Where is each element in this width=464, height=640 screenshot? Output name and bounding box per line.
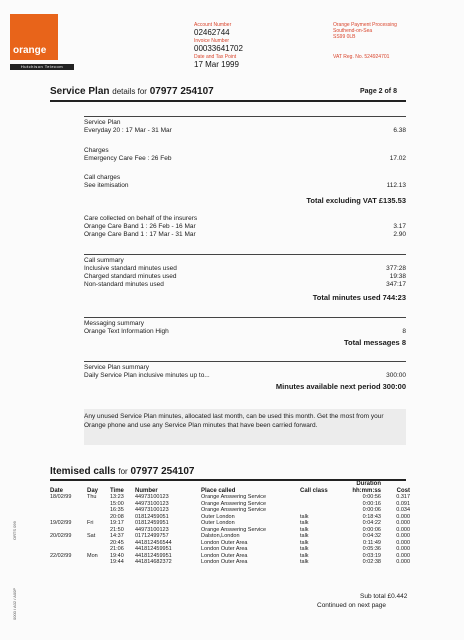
call-number: 44973100123 <box>135 500 169 507</box>
col-class: Call class <box>300 487 328 494</box>
care-item <box>84 231 406 239</box>
call-summary-item <box>84 281 406 289</box>
call-duration: 0:04:32 <box>362 533 381 539</box>
title-rule <box>50 100 406 102</box>
call-place: London Outer Area <box>201 559 248 565</box>
col-time: Time <box>110 487 124 494</box>
care-heading: Care collected on behalf of the insurers <box>84 215 198 222</box>
phone-number: 07977 254107 <box>149 86 214 97</box>
call-class: talk <box>300 539 309 546</box>
itemised-title-text: Itemised calls <box>50 466 116 477</box>
table-header-row <box>50 481 413 494</box>
orange-logo <box>10 14 58 60</box>
messaging-item-amount: 8 <box>402 328 406 335</box>
call-time: 15:00 <box>110 500 124 507</box>
plan-summary-item-label: Daily Service Plan inclusive minutes up to... <box>84 372 210 379</box>
call-charges-heading: Call charges <box>84 174 121 181</box>
call-number: 441812456544 <box>135 539 172 546</box>
date-label: Date and Tax Point <box>194 54 237 60</box>
care-item-label: Orange Care Band 1 : 17 Mar - 31 Mar <box>84 231 196 238</box>
call-cost: 0.000 <box>396 513 410 520</box>
minutes-available-label: Minutes available next period <box>275 382 381 391</box>
call-date: 22/02/99 <box>50 552 72 559</box>
call-class: talk <box>300 533 309 539</box>
call-time: 19:44 <box>110 559 124 565</box>
call-duration: 0:00:56 <box>362 494 381 500</box>
call-time: 14:37 <box>110 533 124 539</box>
total-excluding-vat: Total excluding VAT £135.53 <box>306 196 406 205</box>
call-place: Orange Answering Service <box>201 526 267 533</box>
care-section <box>84 215 406 239</box>
call-cost: 0.000 <box>396 559 410 565</box>
call-cost: 0.000 <box>396 520 410 526</box>
call-time: 21:06 <box>110 546 124 552</box>
col-date: Date <box>50 487 64 494</box>
side-code-2: 0000 / A02 / A00P <box>12 587 17 620</box>
call-cost: 0.034 <box>396 507 410 513</box>
call-number: 44973100123 <box>135 507 169 513</box>
service-plan-item <box>84 127 406 135</box>
call-time: 20:08 <box>110 513 124 520</box>
itemised-calls-title <box>50 466 194 477</box>
call-cost: 0.000 <box>396 539 410 546</box>
call-time: 21:50 <box>110 526 124 533</box>
total-messages-label: Total messages <box>344 338 400 347</box>
call-summary-item-label: Non-standard minutes used <box>84 281 164 288</box>
itemised-calls-table <box>50 481 413 566</box>
charges-item-label: Emergency Care Fee : 26 Feb <box>84 155 172 162</box>
charges-heading: Charges <box>84 147 109 154</box>
logo-text: orange <box>13 45 47 56</box>
call-number: 44973100123 <box>135 494 169 500</box>
messaging-heading: Messaging summary <box>84 320 144 327</box>
call-class: talk <box>300 520 309 526</box>
call-time: 16:35 <box>110 507 124 513</box>
duration-header-top: Duration <box>356 481 381 487</box>
call-day: Sat <box>87 533 96 539</box>
call-class: talk <box>300 513 309 520</box>
invoice-number: 00033641702 <box>194 44 243 53</box>
call-summary-item <box>84 273 406 281</box>
plan-summary-section <box>84 364 406 380</box>
call-class: talk <box>300 526 309 533</box>
title-text: Service Plan <box>50 86 110 97</box>
call-class: talk <box>300 559 309 565</box>
plan-summary-heading: Service Plan summary <box>84 364 150 371</box>
call-charges-amount: 112.13 <box>386 182 406 189</box>
total-messages <box>344 338 406 347</box>
call-duration: 0:00:06 <box>362 507 381 513</box>
continued-note: Continued on next page <box>317 602 387 609</box>
table-row <box>50 559 413 566</box>
total-messages-value: 8 <box>401 338 406 347</box>
invoice-date: 17 Mar 1999 <box>194 60 239 69</box>
logo-tagline: Hutchison Telecom <box>10 64 74 70</box>
call-number: 01712499757 <box>135 533 169 539</box>
duration-header-bottom: hh:mm:ss <box>352 487 381 494</box>
col-place: Place called <box>201 487 236 494</box>
service-plan-title <box>50 86 214 97</box>
sub-total: Sub total £0.442 <box>360 593 408 600</box>
itemised-title-small: for <box>118 467 128 476</box>
call-duration: 0:00:06 <box>362 526 381 533</box>
messaging-item-label: Orange Text Information High <box>84 328 169 335</box>
call-date: 19/02/99 <box>50 520 72 526</box>
call-place: Outer London <box>201 520 235 526</box>
call-charges-section <box>84 174 406 190</box>
call-date: 18/02/99 <box>50 494 72 500</box>
service-plan-section <box>84 119 406 135</box>
total-minutes-value: 744:23 <box>382 293 406 302</box>
call-cost: 0.317 <box>396 494 410 500</box>
call-number: 441812459951 <box>135 552 172 559</box>
call-summary-item-label: Inclusive standard minutes used <box>84 265 177 272</box>
total-minutes-used <box>313 293 406 302</box>
call-duration: 0:03:19 <box>362 552 381 559</box>
service-plan-amount: 6.38 <box>393 127 406 134</box>
call-place: Orange Answering Service <box>201 494 267 500</box>
divider <box>84 361 406 362</box>
invoice-number-label: Invoice Number <box>194 38 230 44</box>
call-duration: 0:00:16 <box>362 500 381 507</box>
minutes-available-value: 300:00 <box>382 382 406 391</box>
col-duration <box>341 481 384 494</box>
vat-reg: VAT Reg. No. 524924701 <box>333 54 390 60</box>
charges-item <box>84 155 406 163</box>
call-day <box>87 559 110 566</box>
care-item-amount: 2.90 <box>393 231 406 238</box>
messaging-item <box>84 328 406 336</box>
call-summary-item-label: Charged standard minutes used <box>84 273 177 280</box>
call-summary-item-amount: 19:38 <box>389 273 406 280</box>
call-class: talk <box>300 546 309 552</box>
side-code-1: ORTS 099 <box>12 521 17 540</box>
call-day: Mon <box>87 552 98 559</box>
messaging-section <box>84 320 406 336</box>
call-duration: 0:05:36 <box>362 546 381 552</box>
call-number: 01812459051 <box>135 513 169 520</box>
call-charges-item <box>84 182 406 190</box>
divider <box>84 254 406 255</box>
call-summary-item-amount: 347:17 <box>386 281 406 288</box>
call-cost: 0.000 <box>396 533 410 539</box>
call-duration: 0:18:43 <box>362 513 381 520</box>
call-number: 44973100123 <box>135 526 169 533</box>
care-item <box>84 223 406 231</box>
charges-section <box>84 147 406 163</box>
service-plan-heading: Service Plan <box>84 119 121 126</box>
account-number-label: Account Number <box>194 22 232 28</box>
call-duration: 0:02:38 <box>362 559 381 565</box>
call-place: London Outer Area <box>201 552 248 559</box>
payment-address-line-1: Orange Payment Processing <box>333 22 397 28</box>
call-cost: 0.000 <box>396 552 410 559</box>
call-place: Dalston,London <box>201 533 240 539</box>
call-place: London Outer Area <box>201 539 248 546</box>
call-number: 01812459951 <box>135 520 169 526</box>
call-time: 20:45 <box>110 539 124 546</box>
itemised-phone-number: 07977 254107 <box>130 466 195 477</box>
service-plan-item-label: Everyday 20 : 17 Mar - 31 Mar <box>84 127 172 134</box>
call-day: Thu <box>87 494 97 500</box>
call-place: Orange Answering Service <box>201 507 267 513</box>
call-day: Fri <box>87 520 94 526</box>
call-duration: 0:04:22 <box>362 520 381 526</box>
call-place: London Outer Area <box>201 546 248 552</box>
call-number: 441812459951 <box>135 546 172 552</box>
call-time: 13:23 <box>110 494 124 500</box>
carried-forward-note: Any unused Service Plan minutes, allocated last month, can be used this month. Get the most from your Orange phone and use any Service Plan minutes that have been carried forward. <box>84 413 384 429</box>
call-cost: 0.000 <box>396 526 410 533</box>
call-summary-heading: Call summary <box>84 257 124 264</box>
call-place: Orange Answering Service <box>201 500 267 507</box>
title-small: details for <box>112 87 147 96</box>
charges-amount: 17.02 <box>389 155 406 162</box>
payment-address-line-3: SS99 0LB <box>333 34 356 40</box>
call-summary-item-amount: 377:28 <box>386 265 406 272</box>
call-cost: 0.000 <box>396 546 410 552</box>
call-place: Outer London <box>201 513 235 520</box>
account-number: 02462744 <box>194 28 230 37</box>
col-number: Number <box>135 487 158 494</box>
page-number: Page 2 of 8 <box>360 88 397 95</box>
call-number: 441814682372 <box>135 559 172 565</box>
col-day: Day <box>87 487 99 494</box>
call-duration: 0:11:49 <box>363 539 381 546</box>
plan-summary-item <box>84 372 406 380</box>
plan-summary-item-amount: 300:00 <box>386 372 406 379</box>
call-date: 20/02/99 <box>50 533 72 539</box>
call-class: talk <box>300 552 309 559</box>
call-cost: 0.091 <box>396 500 410 507</box>
call-time: 19:40 <box>110 552 124 559</box>
call-summary-item <box>84 265 406 273</box>
total-minutes-label: Total minutes used <box>312 293 381 302</box>
care-item-label: Orange Care Band 1 : 26 Feb - 16 Mar <box>84 223 196 230</box>
divider <box>84 317 406 318</box>
call-date <box>50 559 87 566</box>
call-time: 19:17 <box>110 520 124 526</box>
care-item-amount: 3.17 <box>393 223 406 230</box>
payment-address-line-2: Southend-on-Sea <box>333 28 373 34</box>
col-cost: Cost <box>396 487 410 494</box>
call-summary-section <box>84 257 406 289</box>
minutes-available-next-period <box>276 382 406 391</box>
divider <box>84 116 406 117</box>
call-charges-item-label: See itemisation <box>84 182 129 189</box>
